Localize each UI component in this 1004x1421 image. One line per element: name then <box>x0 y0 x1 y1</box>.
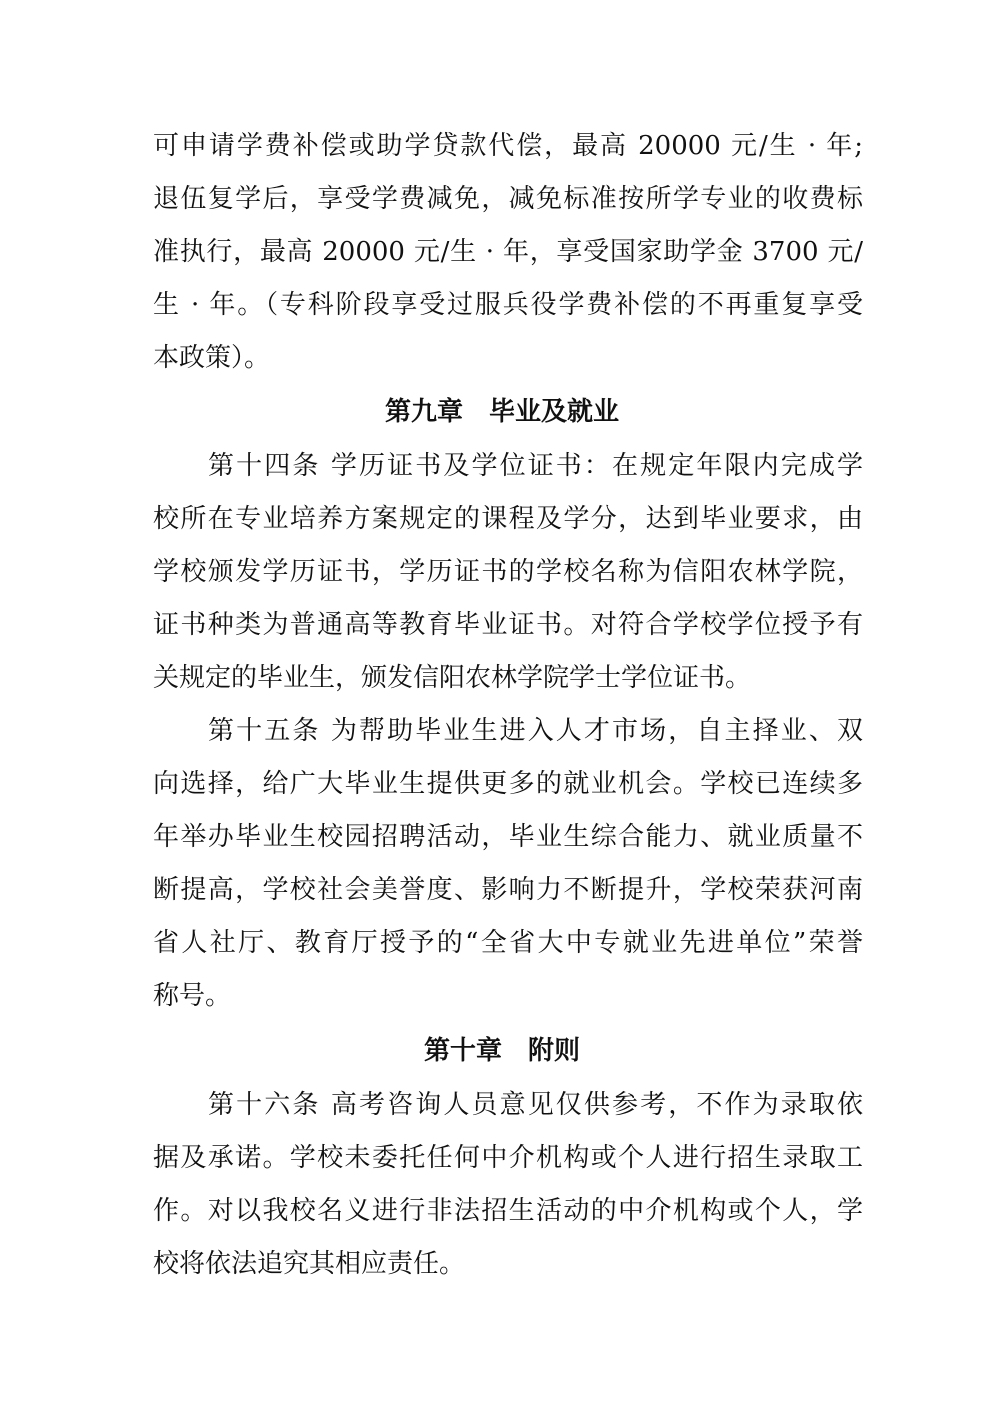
paragraph-line: 第十六条 高考咨询人员意见仅供参考，不作为录取依 <box>208 1090 863 1120</box>
paragraph-line: 本政策）。 <box>153 343 271 373</box>
paragraph-line: 校将依法追究其相应责任。 <box>153 1249 466 1279</box>
paragraph-line: 作。对以我校名义进行非法招生活动的中介机构或个人，学 <box>153 1196 863 1226</box>
paragraph-line: 准执行，最高 20000 元/生 · 年，享受国家助学金 3700 元/ <box>153 237 863 267</box>
paragraph-line: 证书种类为普通高等教育毕业证书。对符合学校学位授予有 <box>153 610 863 640</box>
paragraph-line: 省人社厅、教育厅授予的“全省大中专就业先进单位”荣誉 <box>153 928 863 958</box>
paragraph-line: 生 · 年。（专科阶段享受过服兵役学费补偿的不再重复享受 <box>153 290 863 320</box>
paragraph-line: 可申请学费补偿或助学贷款代偿，最高 20000 元/生 · 年; <box>153 131 863 161</box>
paragraph-line: 退伍复学后，享受学费减免，减免标准按所学专业的收费标 <box>153 184 863 214</box>
chapter-heading: 第九章 毕业及就业 <box>384 397 619 427</box>
paragraph-line: 第十五条 为帮助毕业生进入人才市场，自主择业、双 <box>208 716 863 746</box>
paragraph-line: 学校颁发学历证书，学历证书的学校名称为信阳农林学院， <box>153 557 863 587</box>
paragraph-line: 第十四条 学历证书及学位证书：在规定年限内完成学 <box>208 451 863 481</box>
chapter-heading: 第十章 附则 <box>423 1036 580 1066</box>
paragraph-line: 年举办毕业生校园招聘活动，毕业生综合能力、就业质量不 <box>153 822 863 852</box>
paragraph-line: 校所在专业培养方案规定的课程及学分，达到毕业要求，由 <box>153 504 863 534</box>
paragraph-line: 断提高，学校社会美誉度、影响力不断提升，学校荣获河南 <box>153 875 863 905</box>
paragraph-line: 称号。 <box>153 981 232 1011</box>
paragraph-line: 向选择，给广大毕业生提供更多的就业机会。学校已连续多 <box>153 769 863 799</box>
paragraph-line: 关规定的毕业生，颁发信阳农林学院学士学位证书。 <box>153 663 752 693</box>
paragraph-line: 据及承诺。学校未委托任何中介机构或个人进行招生录取工 <box>153 1143 863 1173</box>
